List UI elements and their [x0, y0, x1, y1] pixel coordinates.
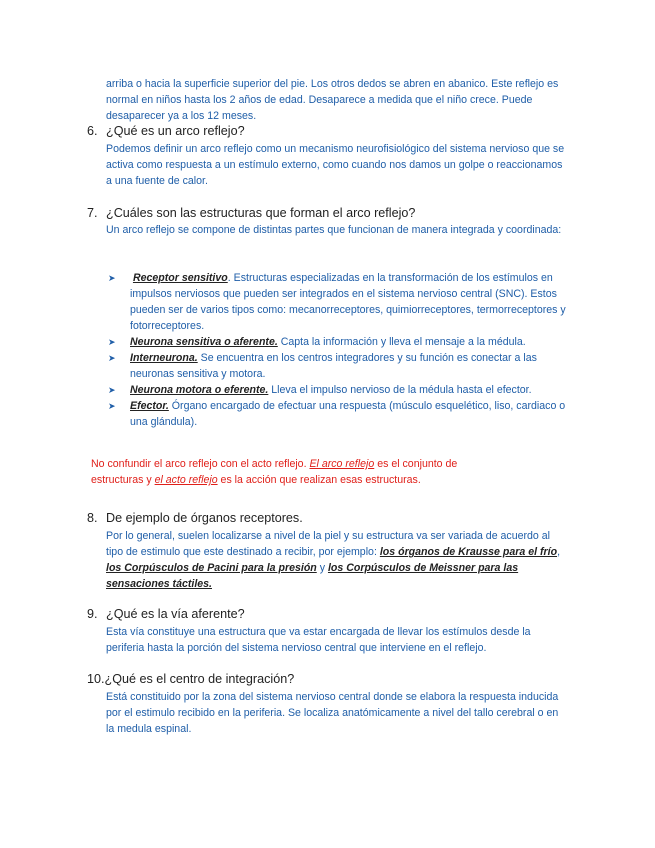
question-number: 7. [87, 206, 98, 220]
question-8-answer [106, 528, 566, 592]
list-item [108, 350, 568, 382]
list-item [108, 270, 568, 334]
arrow-bullet-icon: ➤ [108, 353, 116, 363]
separator-text: , [557, 546, 561, 558]
arrow-bullet-icon: ➤ [108, 401, 116, 411]
example-receptor: los Corpúsculos de Pacini para la presión [106, 562, 317, 574]
intro-paragraph: arriba o hacia la superficie superior del pie. Los otros dedos se abren en abanico. Este reflejo es normal en niños hasta los 2 años de edad. Desaparece a medida que el niño crece. Puede desaparecer ya a los 12 meses. [106, 78, 559, 122]
structures-list [108, 270, 568, 430]
question-7-answer: Un arco reflejo se compone de distintas partes que funcionan de manera integrada y coordinada: [106, 224, 562, 236]
list-item [108, 398, 568, 430]
list-item-term: Receptor sensitivo [132, 272, 228, 284]
question-6-answer: Podemos definir un arco reflejo como un mecanismo neurofisiológico del sistema nervioso que se activa como respuesta a un estímulo externo, como cuando nos damos un golpe o reaccionamos a una fuente de calor. [106, 143, 565, 187]
question-9-heading [87, 607, 245, 621]
list-item-term: Efector. [130, 400, 169, 412]
note-text: es el conjunto de estructuras y [91, 458, 458, 486]
question-title: ¿Cuáles son las estructuras que forman el arco reflejo? [106, 206, 416, 220]
list-item-text: . Estructuras especializadas en la transformación de los estímulos en impulsos nerviosos que pueden ser integrados en el sistema nervioso central (SNC). Estos pueden ser de varios tipos como: mecanorreceptores, quimiorreceptores, termorreceptores y fotorreceptores. [130, 272, 566, 332]
list-item-term: Interneurona. [130, 352, 198, 364]
question-number: 9. [87, 607, 98, 621]
question-number: 8. [87, 511, 98, 525]
separator-text: y [316, 562, 328, 574]
question-number: 6. [87, 124, 98, 138]
question-number: 10. [87, 672, 105, 686]
question-10-answer: Está constituido por la zona del sistema nervioso central donde se elabora la respuesta inducida por el estimulo recibido en la periferia. Se localiza anatómicamente a nivel del tallo cerebral o en la medula espinal. [106, 691, 559, 735]
question-title: De ejemplo de órganos receptores. [106, 511, 303, 525]
answer-text: Por lo general, suelen localizarse a nivel de la piel y su estructura va ser variada de acuerdo al tipo de estimulo que este destinado a recibir, por ejemplo: [106, 530, 551, 558]
question-10-heading [87, 672, 294, 686]
warning-note [91, 456, 511, 488]
list-item-text: Lleva el impulso nervioso de la médula hasta el efector. [268, 384, 532, 396]
note-text: es la acción que realizan esas estructuras. [217, 474, 421, 486]
question-7-heading [87, 206, 415, 220]
example-receptor: los órganos de Krausse para el frío [379, 546, 558, 558]
question-9-answer: Esta vía constituye una estructura que va estar encargada de llevar los estímulos desde la periferia hasta la porción del sistema nervioso central que interviene en el reflejo. [106, 626, 531, 654]
arrow-bullet-icon: ➤ [108, 337, 116, 347]
note-emphasis: el acto reflejo [154, 474, 218, 486]
note-text: No confundir el arco reflejo con el acto reflejo. [91, 458, 310, 470]
arrow-bullet-icon: ➤ [108, 273, 116, 283]
example-receptor: los Corpúsculos de Meissner para las sensaciones táctiles. [106, 562, 519, 590]
question-6-heading [87, 124, 245, 138]
list-item-text: Se encuentra en los centros integradores y su función es conectar a las neuronas sensitiva y motora. [130, 352, 537, 380]
list-item-term: Neurona motora o eferente. [130, 384, 269, 396]
arrow-bullet-icon: ➤ [108, 385, 116, 395]
list-item-text: Capta la información y lleva el mensaje a la médula. [277, 336, 526, 348]
list-item [108, 382, 568, 398]
list-item-text: Órgano encargado de efectuar una respuesta (músculo esquelético, liso, cardiaco o una glándula). [130, 400, 566, 428]
question-8-heading [87, 511, 303, 525]
question-title: ¿Qué es el centro de integración? [104, 672, 295, 686]
question-title: ¿Qué es la vía aferente? [106, 607, 245, 621]
question-title: ¿Qué es un arco reflejo? [106, 124, 245, 138]
list-item-term: Neurona sensitiva o aferente. [130, 336, 278, 348]
note-emphasis: El arco reflejo [309, 458, 375, 470]
list-item [108, 334, 568, 350]
